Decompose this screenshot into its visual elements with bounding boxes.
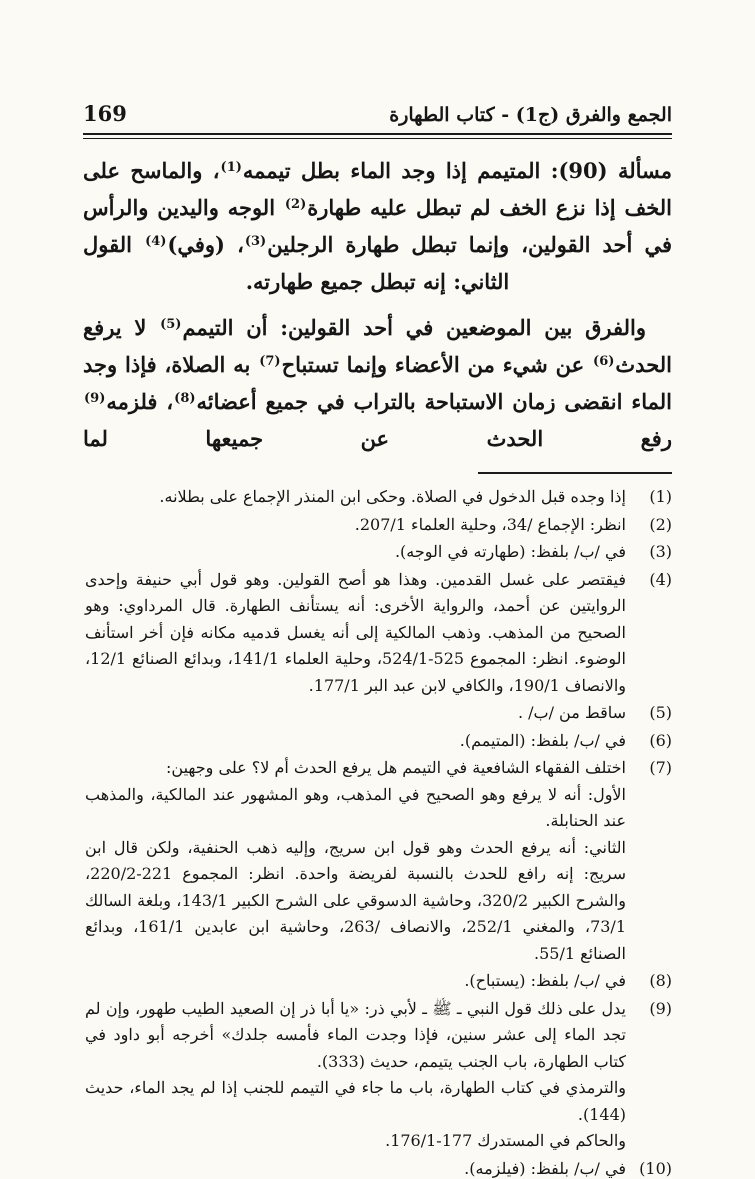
footnote-marker: (2) xyxy=(284,197,307,212)
footnote-paragraph: إذا وجده قبل الدخول في الصلاة. وحكى ابن المنذر الإجماع على بطلانه. xyxy=(159,487,626,506)
footnote-paragraph: انظر: الإجماع /34، وحلية العلماء 207/1. xyxy=(354,514,626,534)
footnote-text xyxy=(85,996,626,1155)
footnote-paragraph: فيقتصر على غسل القدمين. وهذا هو أصح القولين. وهو قول أبي حنيفة وإحدى الروايتين عن أحمد، والرواية الأخرى: أنه يستأنف الطهارة. قال المرداوي: وهو الصحيح من المذهب. وذهب المالكية إلى أنه يغسل قدميه مكانه فإن أخر استأنف الوضوء. انظر: المجموع 525-524/1، وحلية العلماء 141/1، وبدائع الصنائع 12/1، والانصاف 190/1، والكافي لابن عبد البر 177/1. xyxy=(85,569,626,695)
footnote-number: (7) xyxy=(649,758,672,777)
footnote-marker: (4) xyxy=(145,234,167,249)
footnote-text xyxy=(85,484,626,511)
footnote-text xyxy=(85,567,626,700)
header-double-rule xyxy=(83,133,672,139)
footnote-item xyxy=(85,728,672,755)
page-number: 169 xyxy=(83,101,127,126)
footnote-marker: (3) xyxy=(244,234,267,249)
footnote-number: (4) xyxy=(649,569,672,589)
footnote-paragraph: الأول: أنه لا يرفع وهو الصحيح في المذهب، وهو المشهور عند المالكية، والمذهب عند الحنابلة. xyxy=(85,784,626,830)
footnote-paragraph: في /ب/ بلفظ: (طهارته في الوجه). xyxy=(394,542,626,561)
footnote-paragraph: والحاكم في المستدرك 177-176/1. xyxy=(385,1131,626,1150)
footnote-number: (1) xyxy=(649,487,672,506)
footnote-marker: (8) xyxy=(174,391,196,406)
footnote-number: (2) xyxy=(649,514,672,534)
footnote-text xyxy=(85,539,626,566)
footnote-text xyxy=(85,700,626,727)
footnote-item xyxy=(85,755,672,967)
footnote-paragraph: في /ب/ بلفظ: (المتيمم). xyxy=(459,730,626,750)
footnote-item xyxy=(85,484,672,511)
footnote-item xyxy=(85,539,672,566)
main-text xyxy=(83,152,672,457)
header-title: الجمع والفرق (ج1) - كتاب الطهارة xyxy=(389,104,672,126)
footnote-paragraph: الثاني: أنه يرفع الحدث وهو قول ابن سريج، وإليه ذهب الحنفية، ولكن قال ابن سريج: إنه رافع للحدث بالنسبة لفريضة واحدة. انظر: المجموع 221-220/2، والشرح الكبير 320/2، وحاشية الدسوقي على الشرح الكبير 143/1، وبلغة السالك 73/1، والمغني 252/1، والانصاف /263، وحاشية ابن عابدين 161/1، وبدائع الصنائع 55/1. xyxy=(85,837,626,963)
footnote-number: (9) xyxy=(649,998,672,1018)
footnote-separator xyxy=(478,472,672,474)
footnote-marker: (6) xyxy=(593,354,615,369)
footnote-marker: (9) xyxy=(84,391,106,406)
footnote-number: (5) xyxy=(649,703,672,722)
footnote-paragraph: اختلف الفقهاء الشافعية في التيمم هل يرفع الحدث أم لا؟ على وجهين: xyxy=(166,758,626,777)
footnote-text xyxy=(85,755,626,967)
footnote-item xyxy=(85,700,672,727)
footnote-number: (8) xyxy=(649,971,672,990)
footnote-marker: (7) xyxy=(259,354,281,369)
footnote-item xyxy=(85,567,672,700)
footnote-paragraph: ساقط من /ب/ . xyxy=(517,703,626,722)
footnote-number: (3) xyxy=(649,542,672,561)
footnote-text xyxy=(85,1156,626,1179)
footnote-item xyxy=(85,512,672,539)
footnote-item xyxy=(85,996,672,1155)
footnote-paragraph: في /ب/ بلفظ: (فيلزمه). xyxy=(464,1158,626,1178)
footnote-marker: (1) xyxy=(220,160,242,175)
footnote-paragraph: والترمذي في كتاب الطهارة، باب ما جاء في التيمم للجنب إذا لم يجد الماء، حديث (144). xyxy=(85,1078,626,1124)
footnote-number: (6) xyxy=(649,730,672,750)
footnote-text xyxy=(85,728,626,755)
footnote-paragraph: في /ب/ بلفظ: (يستباح). xyxy=(464,971,626,990)
footnotes-list xyxy=(83,484,672,1179)
body-paragraph: والفرق بين الموضعين في أحد القولين: أن التيمم$^{(5)}$ لا يرفع الحدث$^{(6)}$ عن شيء من الأعضاء وإنما تستباح$^{(7)}$ به الصلاة، فإذا وجد الماء انقضى زمان الاستباحة بالتراب في جميع أعضائه$^{(8)}$، فلزمه$^{(9)}$ رفع الحدث عن جميعها لما xyxy=(83,315,672,451)
footnote-paragraph: يدل على ذلك قول النبي ـ ﷺ ـ لأبي ذر: «يا أبا ذر إن الصعيد الطيب طهور، وإن لم تجد الماء إلى عشر سنين، فإذا وجدت الماء فأمسه جلدك» أخرجه أبو داود في كتاب الطهارة، باب الجنب يتيمم، حديث (333). xyxy=(85,998,626,1071)
footnote-marker: (5) xyxy=(160,317,182,332)
footnote-item xyxy=(85,968,672,995)
body-paragraph: مسألة (90): المتيمم إذا وجد الماء بطل تيممه$^{(1)}$، والماسح على الخف إذا نزع الخف لم تبطل عليه طهارة$^{(2)}$ الوجه واليدين والرأس في أحد القولين، وإنما تبطل طهارة الرجلين$^{(3)}$، (وفي)$^{(4)}$ القول الثاني: إنه تبطل جميع طهارته. xyxy=(83,158,672,294)
footnote-number: (10) xyxy=(639,1158,672,1178)
footnote-item xyxy=(85,1156,672,1179)
footnote-text xyxy=(85,968,626,995)
footnote-text xyxy=(85,512,626,539)
page-header xyxy=(83,101,672,126)
